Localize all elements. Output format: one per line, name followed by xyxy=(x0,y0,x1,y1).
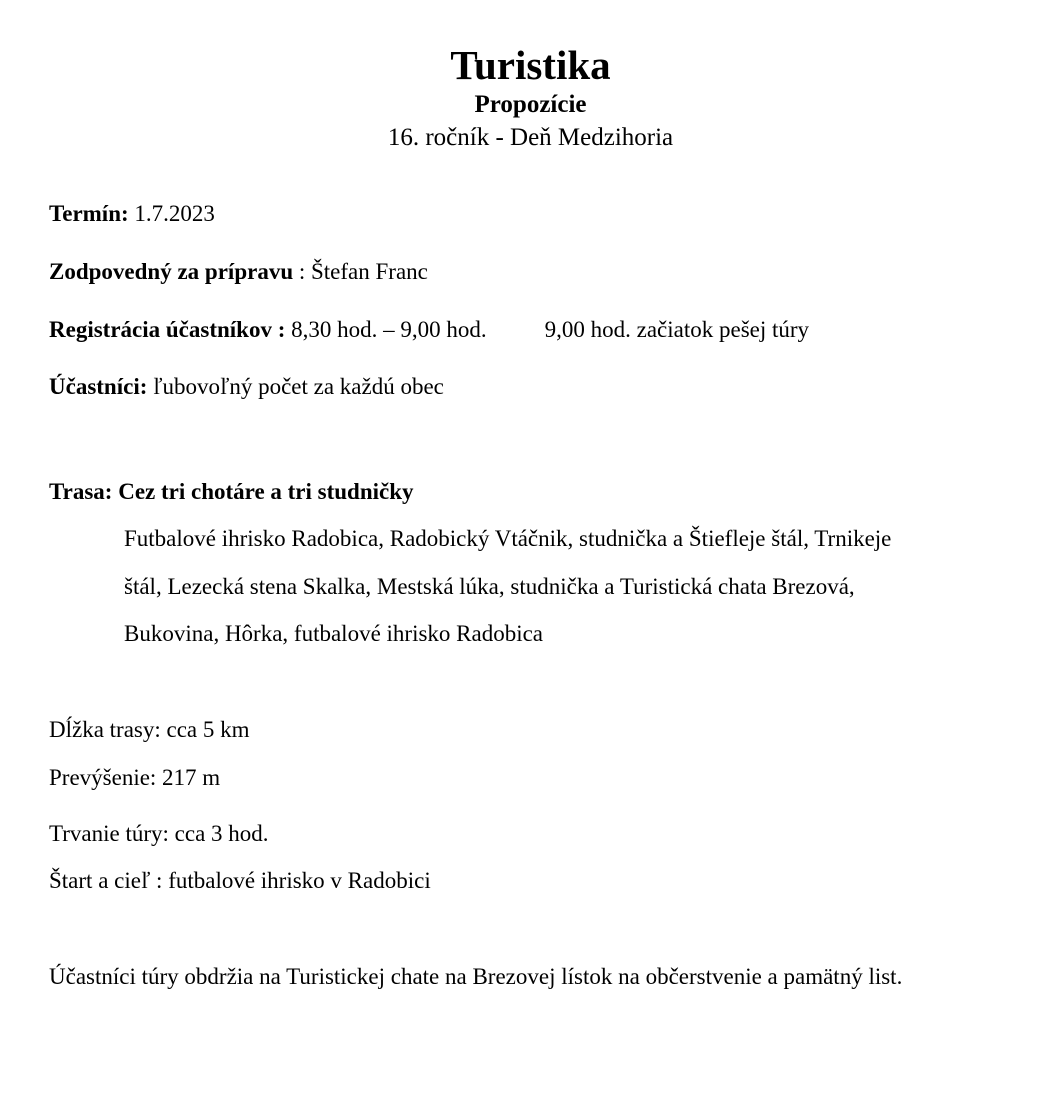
date-line xyxy=(49,199,215,229)
route-elevation: Prevýšenie: 217 m xyxy=(49,765,221,790)
document-title: Turistika xyxy=(450,42,611,88)
registration-line xyxy=(49,315,809,345)
organizer-value: : Štefan Franc xyxy=(293,259,428,284)
route-description-line: Futbalové ihrisko Radobica, Radobický Vtáčnik, studnička a Štiefleje štál, Trnikeje xyxy=(124,526,892,551)
route-label: Trasa: xyxy=(49,479,113,504)
registration-value: 8,30 hod. – 9,00 hod. xyxy=(285,317,487,342)
participants-line xyxy=(49,372,444,402)
participants-note: Účastníci túry obdržia na Turistickej chate na Brezovej lístok na občerstvenie a pamätný list. xyxy=(49,964,903,989)
organizer-line xyxy=(49,257,428,287)
organizer-label: Zodpovedný za prípravu xyxy=(49,259,294,284)
route-description-line: štál, Lezecká stena Skalka, Mestská lúka, studnička a Turistická chata Brezová, xyxy=(124,574,855,599)
date-label: Termín: xyxy=(49,201,129,226)
date-value: 1.7.2023 xyxy=(128,201,215,226)
start-time-value: 9,00 hod. začiatok pešej túry xyxy=(544,317,810,342)
participants-label: Účastníci: xyxy=(49,374,148,399)
event-edition: 16. ročník - Deň Medzihoria xyxy=(387,124,674,151)
route-length: Dĺžka trasy: cca 5 km xyxy=(49,717,250,742)
tour-duration: Trvanie túry: cca 3 hod. xyxy=(49,821,269,846)
start-finish: Štart a cieľ : futbalové ihrisko v Radobici xyxy=(49,868,431,893)
route-description-line: Bukovina, Hôrka, futbalové ihrisko Radobica xyxy=(124,621,544,646)
registration-label: Registrácia účastníkov : xyxy=(49,317,286,342)
route-heading xyxy=(49,477,414,507)
route-name: Cez tri chotáre a tri studničky xyxy=(112,479,414,504)
participants-value: ľubovoľný počet za každú obec xyxy=(147,374,444,399)
document-subtitle: Propozície xyxy=(474,91,587,118)
